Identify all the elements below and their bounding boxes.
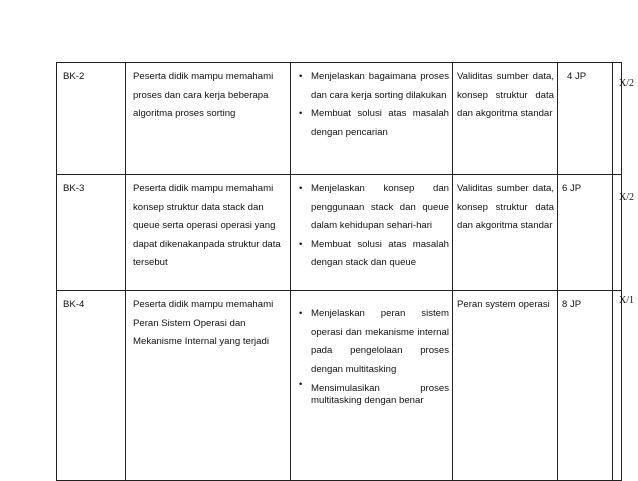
competency-line: Mekanisme Internal yang terjadi bbox=[133, 336, 269, 347]
bullet-icon: • bbox=[299, 108, 303, 119]
time-cell: 8 JP bbox=[558, 291, 613, 481]
bullet-icon: • bbox=[299, 183, 303, 194]
class-cell: X/1 bbox=[613, 291, 622, 481]
competency-line: algoritma proses sorting bbox=[133, 108, 236, 119]
material-cell: Peran system operasi bbox=[453, 291, 558, 481]
competency-line: Peserta didik mampu memahami bbox=[133, 183, 274, 194]
time-cell: 6 JP bbox=[558, 175, 613, 291]
code-cell: BK-4 bbox=[57, 291, 126, 481]
indicator-cell bbox=[291, 63, 453, 175]
bullet-icon: • bbox=[299, 379, 303, 390]
indicator-cell bbox=[291, 175, 453, 291]
competency-line: konsep struktur data stack dan bbox=[133, 201, 264, 213]
material-cell: Validitas sumber data, konsep struktur data dan akgoritma standar bbox=[453, 175, 558, 291]
competency-line: queue serta operasi operasi yang bbox=[133, 220, 276, 231]
competency-line: Peran Sistem Operasi dan bbox=[133, 317, 246, 329]
syllabus-table bbox=[56, 62, 634, 481]
indicator-text: Menjelaskan bagaimana proses dan cara kerja sorting dilakukan bbox=[311, 71, 449, 101]
competency-line: tersebut bbox=[133, 257, 168, 268]
indicator-item bbox=[295, 180, 449, 236]
indicator-text: Mensimulasikan proses multitasking dengan benar bbox=[311, 383, 449, 406]
indicator-text: Membuat solusi atas masalah dengan pencarian bbox=[311, 108, 449, 138]
bullet-icon: • bbox=[299, 238, 303, 250]
indicator-text: Menjelaskan konsep dan penggunaan stack dan queue dalam kehidupan sehari-hari bbox=[311, 183, 449, 231]
competency-cell bbox=[126, 63, 291, 175]
competency-line: Peserta didik mampu memahami bbox=[133, 299, 274, 310]
bullet-icon: • bbox=[299, 308, 303, 319]
table-row bbox=[57, 291, 622, 481]
table-row bbox=[57, 63, 622, 175]
indicator-item bbox=[295, 305, 449, 379]
time-cell bbox=[558, 63, 613, 175]
class-cell: X/2 bbox=[613, 175, 622, 291]
competency-cell bbox=[126, 175, 291, 291]
competency-line: proses dan cara kerja beberapa bbox=[133, 89, 269, 101]
indicator-item bbox=[295, 236, 449, 273]
competency-line: dapat dikenakanpada struktur data bbox=[133, 238, 281, 250]
indicator-item bbox=[295, 68, 449, 105]
table-row bbox=[57, 175, 622, 291]
competency-cell bbox=[126, 291, 291, 481]
time-value: 4 JP bbox=[567, 71, 587, 82]
bullet-icon: • bbox=[299, 71, 303, 82]
indicator-item bbox=[295, 379, 449, 407]
indicator-cell bbox=[291, 291, 453, 481]
competency-line: Peserta didik mampu memahami bbox=[133, 71, 274, 82]
indicator-item bbox=[295, 105, 449, 142]
indicator-text: Menjelaskan peran sistem operasi dan mekanisme internal pada pengelolaan proses dengan multitasking bbox=[311, 308, 449, 375]
class-cell: X/2 bbox=[613, 63, 622, 175]
material-cell: Validitas sumber data, konsep struktur data dan akgoritma standar bbox=[453, 63, 558, 175]
code-cell: BK-2 bbox=[57, 63, 126, 175]
code-cell: BK-3 bbox=[57, 175, 126, 291]
indicator-text: Membuat solusi atas masalah dengan stack dan queue bbox=[311, 238, 449, 268]
